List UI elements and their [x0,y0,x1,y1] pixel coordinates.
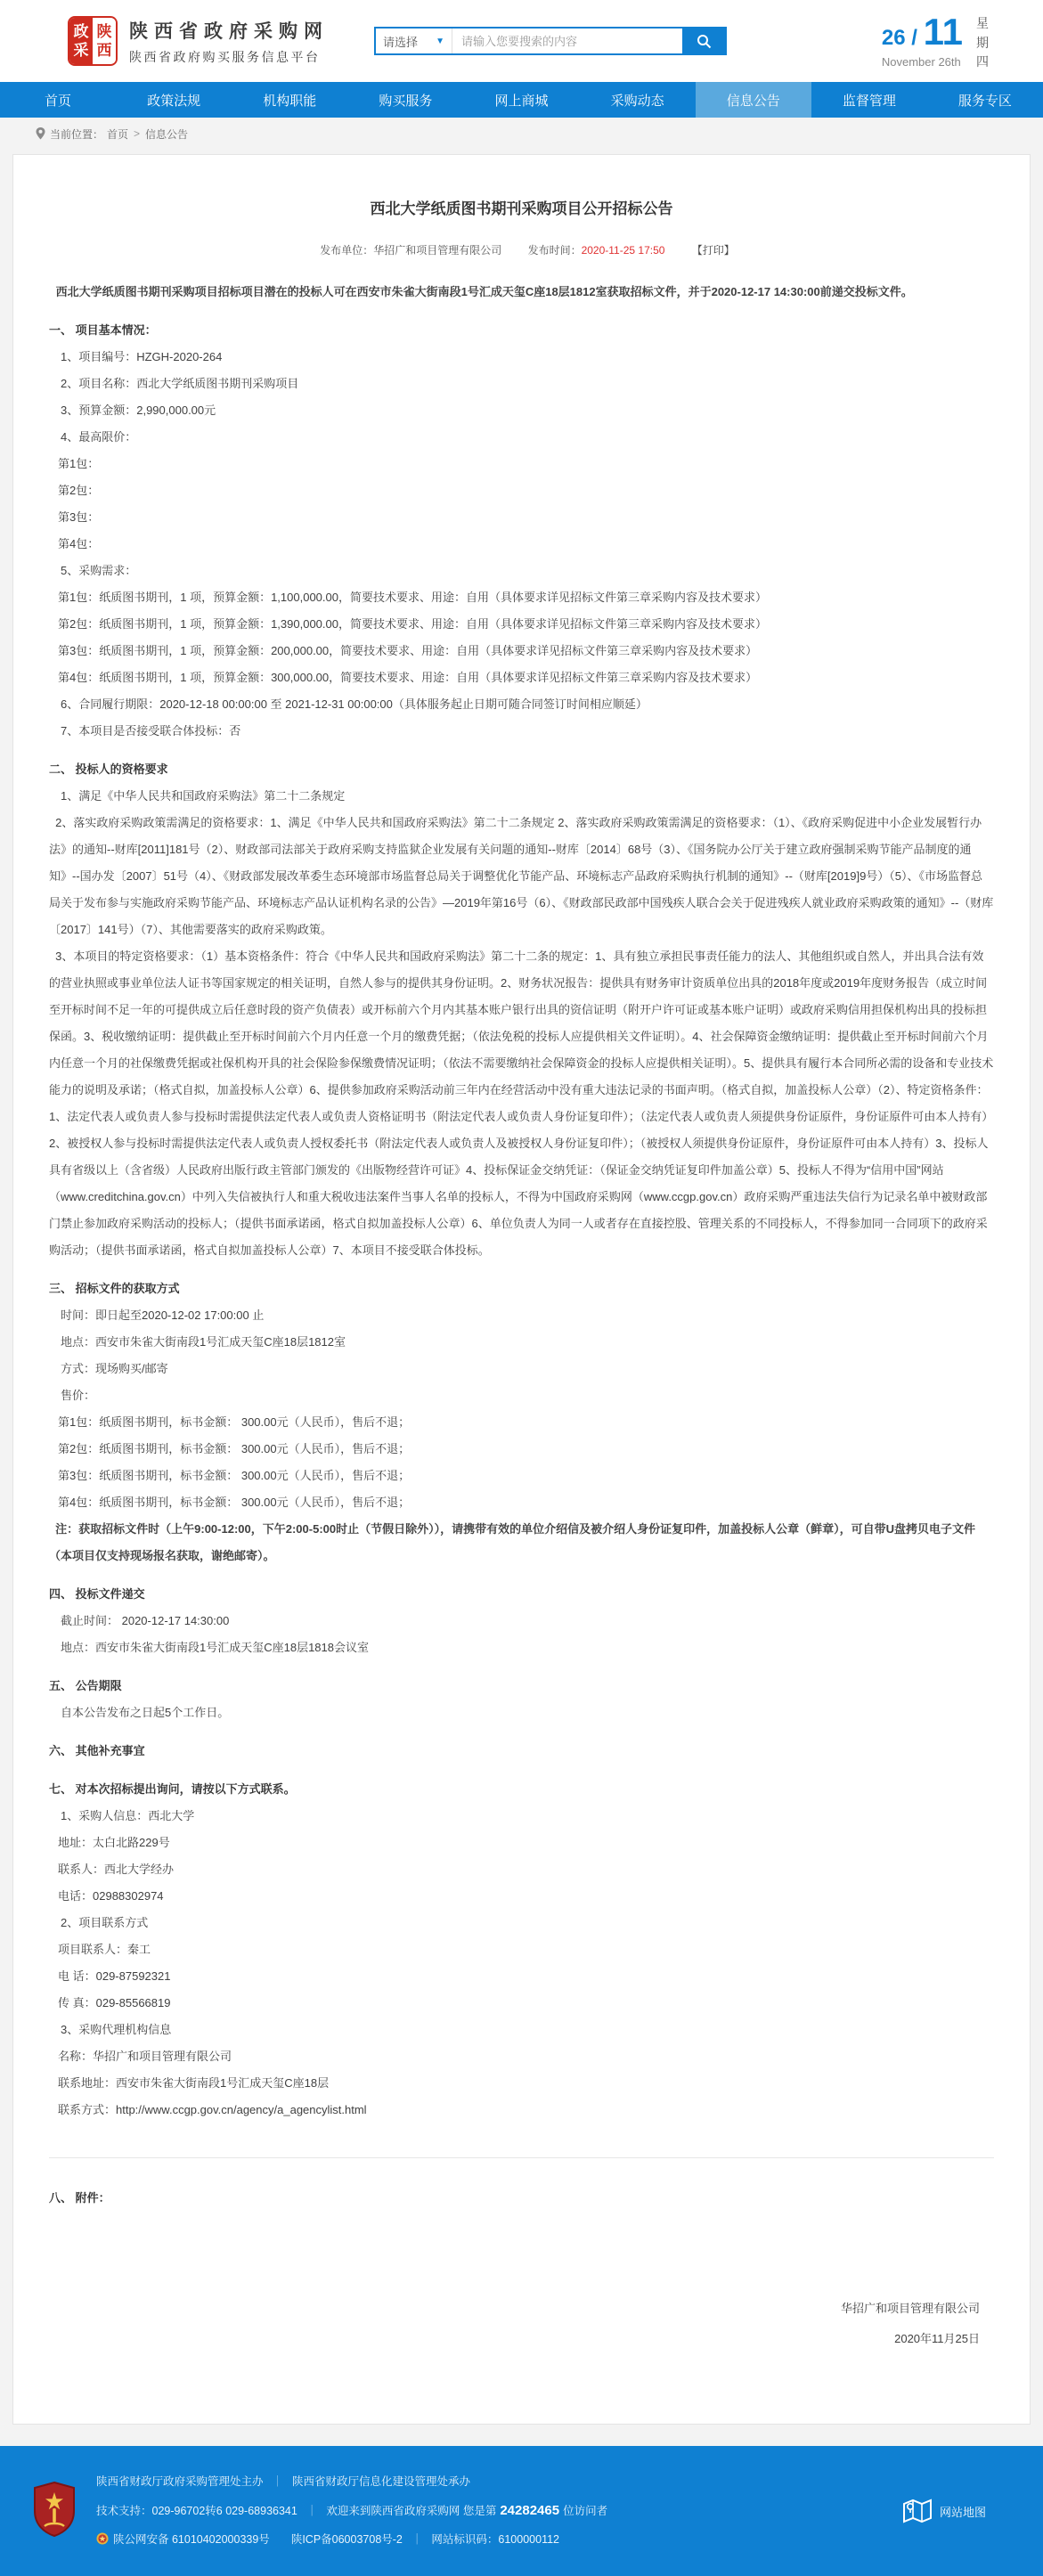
footer-tech-support: 技术支持：029-96702转6 029-68936341 [96,2505,297,2518]
publisher [320,244,501,257]
article-paragraph: 注：获取招标文件时（上午9:00-12:00，下午2:00-5:00时止（节假日除外）），请携带有效的单位介绍信及被介绍人身份证复印件，加盖投标人公章（鲜章），可自带U盘拷贝电子文件（本项目仅支持现场报名获取，谢绝邮寄）。 [49,1522,975,1562]
announcement-card [12,154,1031,2425]
date-separator: / [905,26,924,50]
sitemap-link[interactable] [902,2498,986,2524]
nav-item-6[interactable]: 信息公告 [696,82,811,118]
page-background [0,150,1043,2446]
article-paragraph: 3、本项目的特定资格要求：（1）基本资格条件：符合《中华人民共和国政府采购法》第二十二条的规定：1、具有独立承担民事责任能力的法人、其他组织或自然人，并出具合法有效的营业执照或事业单位法人证书等国家规定的相关证明，自然人参与的提供其身份证明。2、财务状况报告：提供具有财务审计资质单位出具的2018年度或2019年度财务报告（成立时间至开标时间不足一年的可提供成立后任意时段的资产负债表）或开标前六个月内其基本账户银行出具的资信证明（附开户许可证或基本账户证明）或政府采购信用担保机构出具的投标担保函。3、税收缴纳证明：提供截止至开标时间前六个月内任意一个月的缴费凭据；（依法免税的投标人应提供相关文件证明）。4、社会保障资金缴纳证明：提供截止至开标时间前六个月内任意一个月的社保缴费凭据或社保机构开具的社会保险参保缴费情况证明；（依法不需要缴纳社会保障资金的投标人应提供相关证明）。5、提供具有履行本合同所必需的设备和专业技术能力的说明及承诺；（格式自拟，加盖投标人公章）6、提供参加政府采购活动前三年内在经营活动中没有重大违法记录的书面声明。（格式自拟，加盖投标人公章）（2）、特定资格条件：1、法定代表人或负责人参与投标时需提供法定代表人或负责人资格证明书（附法定代表人或负责人身份证复印件）；（法定代表人或负责人须提供身份证原件，身份证原件可由本人持有）2、被授权人参与投标时需提供法定代表人或负责人授权委托书（附法定代表人或负责人及被授权人身份证复印件）；（被授权人须提供身份证原件，身份证原件可由本人持有）3、投标人具有省级以上（含省级）人民政府出版行政主管部门颁发的《出版物经营许可证》4、投标保证金交纳凭证：（保证金交纳凭证复印件加盖公章）5、投标人不得为“信用中国”网站（www.creditchina.gov.cn）中列入失信被执行人和重大税收违法案件当事人名单的投标人，不得为中国政府采购网（www.ccgp.gov.cn）政府采购严重违法失信行为记录名单中被财政部门禁止参加政府采购活动的投标人；（提供书面承诺函，格式自拟加盖投标人公章）6、单位负责人为同一人或者存在直接控股、管理关系的不同投标人，不得参加同一合同项下的政府采购活动；（提供书面承诺函，格式自拟加盖投标人公章）7、本项目不接受联合体投标。 [49,950,994,1257]
section-heading: 八、 附件： [49,2191,110,2205]
footer-text [96,2469,607,2553]
footer-separator: ｜ [411,2532,423,2546]
section-heading: 五、 公告期限 [49,1679,122,1692]
article-paragraph: 名称：华招广和项目管理有限公司 [58,2050,232,2063]
visitor-count: 24282465 [500,2503,560,2519]
article-paragraph: 第3包：纸质图书期刊，1 项，预算金额：200,000.00，简要技术要求、用途：自用（具体要求详见招标文件第三章采购内容及技术要求） [58,644,758,657]
search-input[interactable] [452,29,682,53]
site-logo [68,16,118,66]
article-paragraph: 西北大学纸质图书期刊采购项目招标项目潜在的投标人可在西安市朱雀大街南段1号汇成天玺C座18层1812室获取招标文件，并于2020-12-17 14:30:00前递交投标文件。 [55,285,913,298]
chevron-down-icon: ▼ [436,36,444,46]
article-meta [49,242,994,257]
section-heading: 六、 其他补充事宜 [49,1744,145,1757]
article-paragraph: 传 真：029-85566819 [58,1996,171,2009]
article-paragraph: 电话：02988302974 [58,1889,164,1903]
article-paragraph: 方式：现场购买/邮寄 [61,1362,168,1375]
site-subtitle: 陕西省政府购买服务信息平台 [129,49,321,64]
publish-time [528,244,665,257]
signoff [49,2294,994,2354]
article-paragraph: 1、采购人信息：西北大学 [61,1809,195,1822]
article-paragraph: 1、项目编号：HZGH-2020-264 [61,350,223,363]
logo-char: 政 [73,22,89,40]
breadcrumb-separator: > [134,127,141,140]
logo-char: 陕 [96,22,112,40]
article-body [49,279,994,2212]
logo-char: 西 [96,42,112,59]
article-paragraph: 第1包： [58,457,100,470]
article-paragraph: 联系人：西北大学经办 [58,1863,175,1876]
sitemap-icon [902,2498,933,2524]
article-paragraph: 第1包：纸质图书期刊，1 项，预算金额：1,100,000.00，简要技术要求、用途：自用（具体要求详见招标文件第三章采购内容及技术要求） [58,591,767,604]
article-paragraph: 第4包：纸质图书期刊，1 项，预算金额：300,000.00，简要技术要求、用途：自用（具体要求详见招标文件第三章采购内容及技术要求） [58,671,758,684]
government-emblem-badge [32,2482,77,2541]
article-paragraph: 4、最高限价： [61,430,137,444]
search-icon [697,34,712,49]
publish-time-value: 2020-11-25 17:50 [581,244,665,257]
article-paragraph: 2、落实政府采购政策需满足的资格要求：1、满足《中华人民共和国政府采购法》第二十二条规定 2、落实政府采购政策需满足的资格要求：（1）、《政府采购促进中小企业发展暂行办法》的通知--财库[2011]181号（2）、财政部司法部关于政府采购支持监狱企业发展有关问题的通知--财库〔2014〕68号（3）、《国务院办公厅关于建立政府强制采购节能产品制度的通知》--国办发〔2007〕51号（4）、《财政部发展改革委生态环境部市场监督总局关于调整优化节能产品、环境标志产品政府采购执行机制的通知》--（财库[2019]9号）（5）、《市场监督总局关于发布参与实施政府采购节能产品、环境标志产品认证机构名录的公告》—2019年第16号（6）、《财政部民政部中国残疾人联合会关于促进残疾人就业政府采购政策的通知》--（财库〔2017〕141号）（7）、其他需要落实的政府采购政策。 [49,816,994,936]
footer-organizer: 陕西省财政厅政府采购管理处主办 [96,2475,264,2488]
article-paragraph: 地点：西安市朱雀大街南段1号汇成天玺C座18层1818会议室 [61,1641,369,1654]
print-button[interactable]: 【打印】 [691,244,735,257]
article-paragraph: 第3包：纸质图书期刊，标书金额： 300.00元（人民币），售后不退； [58,1469,411,1482]
date-widget [882,11,991,72]
article-paragraph: 第4包：纸质图书期刊，标书金额： 300.00元（人民币），售后不退； [58,1496,411,1509]
site-titles [129,17,329,66]
logo-char: 采 [73,42,89,59]
date-weekday: 星期四 [976,16,989,69]
article-paragraph: 地点：西安市朱雀大街南段1号汇成天玺C座18层1812室 [61,1335,346,1349]
article-paragraph: 自本公告发布之日起5个工作日。 [61,1706,230,1719]
article-paragraph: 1、满足《中华人民共和国政府采购法》第二十二条规定 [61,789,346,803]
site-footer [0,2446,1043,2576]
footer-line-2 [96,2495,607,2526]
search-select-value: 请选择 [383,35,419,49]
article-paragraph: 第2包： [58,484,100,497]
article-paragraph: 联系地址：西安市朱雀大街南段1号汇成天玺C座18层 [58,2076,330,2090]
article-paragraph: 地址：太白北路229号 [58,1836,170,1849]
footer-icp-record[interactable]: 陕ICP备06003708号-2 [290,2532,403,2546]
page-title: 西北大学纸质图书期刊采购项目公开招标公告 [370,200,673,217]
section-heading: 一、 项目基本情况： [49,323,157,337]
breadcrumb [0,118,1043,150]
nav-item-5[interactable]: 采购动态 [610,93,664,109]
article-paragraph: 时间：即日起至2020-12-02 17:00:00 止 [61,1308,265,1322]
nav-item-3[interactable]: 购买服务 [379,93,433,109]
section-heading: 三、 招标文件的获取方式 [49,1282,180,1295]
nav-item-8[interactable]: 服务专区 [957,93,1012,109]
footer-line-1 [96,2469,607,2495]
article-paragraph: 第2包：纸质图书期刊，标书金额： 300.00元（人民币），售后不退； [58,1442,411,1455]
section-heading: 七、 对本次招标提出询问，请按以下方式联系。 [49,1782,296,1796]
section-heading: 二、 投标人的资格要求 [49,762,168,776]
article-paragraph: 3、预算金额：2,990,000.00元 [61,404,216,417]
date-day: 26 [881,26,906,50]
breadcrumb-prefix: 当前位置： [50,127,104,141]
section-heading: 四、 投标文件递交 [49,1587,145,1601]
article-paragraph: 第1包：纸质图书期刊，标书金额： 300.00元（人民币），售后不退； [58,1415,411,1429]
breadcrumb-home-link[interactable]: 首页 [107,127,129,141]
footer-co-organizer: 陕西省财政厅信息化建设管理处承办 [292,2475,471,2488]
article-paragraph: 第2包：纸质图书期刊，1 项，预算金额：1,390,000.00，简要技术要求、用途：自用（具体要求详见招标文件第三章采购内容及技术要求） [58,617,767,631]
logo-right-characters [93,18,116,64]
footer-separator: ｜ [272,2475,284,2488]
publisher-value: 华招广和项目管理有限公司 [373,244,502,257]
sitemap-label: 网站地图 [939,2505,986,2519]
date-month-name: November 26th [881,55,961,69]
publisher-label: 发布单位： [320,244,374,257]
footer-line-3 [96,2527,607,2553]
nav-item-0[interactable]: 首页 [45,93,72,109]
date-month: 11 [923,11,963,53]
article-paragraph: 项目联系人：秦工 [58,1943,151,1956]
logo-left-characters [69,18,93,64]
article-paragraph: 售价： [61,1389,96,1402]
signoff-company: 华招广和项目管理有限公司 [840,2302,980,2315]
site-title: 陕西省政府采购网 [129,20,329,42]
publish-time-label: 发布时间： [527,244,582,257]
nav-item-1[interactable]: 政策法规 [147,93,201,109]
article-paragraph: 第4包： [58,537,100,550]
footer-separator: ｜ [306,2505,318,2518]
search-bar [374,27,727,55]
footer-welcome: 欢迎来到陕西省政府采购网 您是第 [326,2505,497,2518]
article-paragraph: 电 话：029-87592321 [58,1969,171,1983]
nav-item-4[interactable]: 网上商城 [494,93,549,109]
search-button[interactable] [682,29,725,53]
nav-item-2[interactable]: 机构职能 [263,93,317,109]
breadcrumb-current: 信息公告 [145,127,189,141]
article-paragraph: 2、项目联系方式 [61,1916,149,1929]
footer-police-record[interactable]: 陕公网安备 61010402000339号 [113,2532,270,2546]
police-badge-icon [96,2532,109,2545]
article-paragraph: 第3包： [58,510,100,524]
location-pin-icon [36,127,45,140]
main-nav [0,82,1043,118]
site-header [0,0,1043,82]
article-paragraph: 3、采购代理机构信息 [61,2023,172,2036]
footer-visitor-suffix: 位访问者 [563,2505,608,2518]
footer-site-id: 网站标识码：6100000112 [431,2532,559,2546]
article-paragraph: 7、本项目是否接受联合体投标：否 [61,724,241,738]
article-paragraph: 5、采购需求： [61,564,137,577]
article-paragraph: 2、项目名称：西北大学纸质图书期刊采购项目 [61,377,299,390]
article-paragraph: 6、合同履行期限：2020-12-18 00:00:00 至 2021-12-31 00:00:00（具体服务起止日期可随合同签订时间相应顺延） [61,697,648,711]
signoff-date: 2020年11月25日 [894,2332,980,2345]
article-paragraph: 截止时间： 2020-12-17 14:30:00 [61,1614,230,1627]
content-divider [49,2157,994,2158]
article-paragraph: 联系方式：http://www.ccgp.gov.cn/agency/a_agencylist.html [58,2103,367,2116]
nav-item-7[interactable]: 监督管理 [842,93,896,109]
search-category-select[interactable] [376,29,452,53]
